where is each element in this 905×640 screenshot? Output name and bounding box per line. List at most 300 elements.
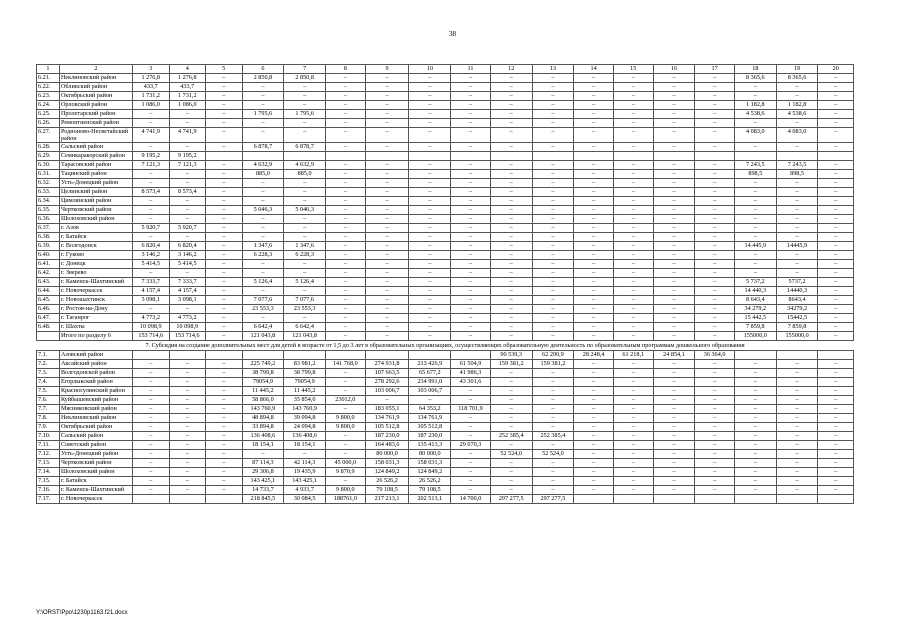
- row-name: г. Волгодонск: [59, 242, 132, 251]
- table-row: [37, 197, 854, 206]
- row-number: 6.40.: [37, 251, 60, 260]
- value-cell: –: [695, 423, 735, 432]
- value-cell: –: [365, 92, 409, 101]
- value-cell: –: [613, 278, 653, 287]
- row-number: 7.10.: [37, 432, 60, 441]
- value-cell: –: [451, 486, 491, 495]
- value-cell: –: [532, 74, 574, 83]
- value-cell: –: [818, 369, 854, 378]
- value-cell: –: [284, 314, 326, 323]
- value-cell: 30 084,5: [284, 495, 326, 504]
- value-cell: –: [574, 128, 614, 143]
- value-cell: 8 643,4: [734, 296, 776, 305]
- value-cell: 79054,9: [242, 378, 284, 387]
- value-cell: 159 381,2: [532, 360, 574, 369]
- value-cell: –: [574, 432, 614, 441]
- value-cell: –: [613, 260, 653, 269]
- value-cell: –: [818, 314, 854, 323]
- value-cell: –: [613, 441, 653, 450]
- budget-table-container: [36, 64, 854, 504]
- value-cell: –: [451, 101, 491, 110]
- row-name: г. Ростов-на-Дону: [59, 305, 132, 314]
- value-cell: –: [451, 269, 491, 278]
- value-cell: –: [409, 287, 451, 296]
- value-cell: –: [132, 179, 169, 188]
- value-cell: 105 512,8: [365, 423, 409, 432]
- value-cell: –: [613, 459, 653, 468]
- value-cell: –: [695, 305, 735, 314]
- value-cell: –: [532, 128, 574, 143]
- row-name: г. Новочеркасск: [59, 287, 132, 296]
- value-cell: –: [613, 251, 653, 260]
- value-cell: –: [574, 170, 614, 179]
- header-cell: 13: [532, 65, 574, 74]
- value-cell: –: [490, 486, 532, 495]
- value-cell: –: [532, 92, 574, 101]
- value-cell: –: [451, 143, 491, 152]
- table-row: [37, 128, 854, 143]
- table-row: [37, 251, 854, 260]
- row-number: 7.8.: [37, 414, 60, 423]
- value-cell: –: [818, 161, 854, 170]
- row-number: 7.5.: [37, 387, 60, 396]
- value-cell: –: [532, 119, 574, 128]
- table-row: [37, 110, 854, 119]
- value-cell: –: [365, 179, 409, 188]
- value-cell: –: [532, 423, 574, 432]
- value-cell: –: [206, 486, 243, 495]
- value-cell: –: [574, 119, 614, 128]
- value-cell: –: [776, 269, 818, 278]
- value-cell: –: [242, 119, 284, 128]
- value-cell: –: [695, 119, 735, 128]
- value-cell: –: [574, 314, 614, 323]
- value-cell: 1 182,8: [734, 101, 776, 110]
- value-cell: –: [695, 278, 735, 287]
- value-cell: –: [242, 179, 284, 188]
- table-row: [37, 486, 854, 495]
- value-cell: –: [451, 119, 491, 128]
- value-cell: 278 292,6: [365, 378, 409, 387]
- value-cell: –: [532, 242, 574, 251]
- budget-table: [36, 64, 854, 504]
- value-cell: –: [490, 269, 532, 278]
- value-cell: 14445,9: [776, 242, 818, 251]
- value-cell: –: [490, 170, 532, 179]
- value-cell: [653, 495, 695, 504]
- value-cell: –: [132, 206, 169, 215]
- value-cell: –: [206, 332, 243, 341]
- value-cell: –: [490, 110, 532, 119]
- value-cell: –: [242, 215, 284, 224]
- value-cell: 3 098,1: [169, 296, 206, 305]
- value-cell: 4 741,9: [169, 128, 206, 143]
- value-cell: –: [613, 369, 653, 378]
- value-cell: –: [613, 477, 653, 486]
- value-cell: 3 146,2: [169, 251, 206, 260]
- value-cell: 90 539,3: [490, 351, 532, 360]
- value-cell: –: [818, 387, 854, 396]
- value-cell: –: [653, 179, 695, 188]
- value-cell: 7 333,7: [132, 278, 169, 287]
- value-cell: –: [574, 92, 614, 101]
- value-cell: 5 920,7: [169, 224, 206, 233]
- value-cell: –: [132, 305, 169, 314]
- value-cell: 1 276,8: [132, 74, 169, 83]
- table-row: [37, 101, 854, 110]
- value-cell: –: [695, 323, 735, 332]
- value-cell: 5 920,7: [132, 224, 169, 233]
- value-cell: –: [206, 459, 243, 468]
- table-row: [37, 477, 854, 486]
- value-cell: 8643,4: [776, 296, 818, 305]
- table-row: [37, 74, 854, 83]
- value-cell: 45 000,0: [326, 459, 366, 468]
- value-cell: –: [490, 459, 532, 468]
- value-cell: –: [532, 405, 574, 414]
- value-cell: 4 933,7: [284, 486, 326, 495]
- row-number: 7.7.: [37, 405, 60, 414]
- value-cell: –: [532, 170, 574, 179]
- value-cell: –: [451, 323, 491, 332]
- value-cell: –: [206, 143, 243, 152]
- value-cell: –: [613, 170, 653, 179]
- table-row: [37, 459, 854, 468]
- value-cell: –: [365, 215, 409, 224]
- value-cell: –: [574, 83, 614, 92]
- value-cell: 61 504,9: [451, 360, 491, 369]
- value-cell: 4 157,4: [169, 287, 206, 296]
- value-cell: [776, 351, 818, 360]
- value-cell: –: [490, 287, 532, 296]
- value-cell: –: [574, 188, 614, 197]
- value-cell: –: [734, 450, 776, 459]
- value-cell: –: [206, 405, 243, 414]
- value-cell: –: [490, 378, 532, 387]
- value-cell: –: [169, 486, 206, 495]
- value-cell: –: [818, 92, 854, 101]
- value-cell: –: [242, 450, 284, 459]
- value-cell: –: [613, 486, 653, 495]
- value-cell: 9 195,2: [132, 152, 169, 161]
- table-row: [37, 369, 854, 378]
- value-cell: –: [365, 278, 409, 287]
- value-cell: 7 077,6: [242, 296, 284, 305]
- value-cell: 5 126,4: [242, 278, 284, 287]
- value-cell: –: [409, 101, 451, 110]
- value-cell: 83 981,2: [284, 360, 326, 369]
- value-cell: –: [574, 224, 614, 233]
- value-cell: –: [284, 179, 326, 188]
- value-cell: 213 426,9: [409, 360, 451, 369]
- value-cell: –: [532, 278, 574, 287]
- value-cell: –: [490, 468, 532, 477]
- value-cell: –: [409, 83, 451, 92]
- value-cell: –: [206, 101, 243, 110]
- value-cell: –: [532, 332, 574, 341]
- value-cell: –: [409, 128, 451, 143]
- row-name: г. Донецк: [59, 260, 132, 269]
- value-cell: 118 701,9: [451, 405, 491, 414]
- value-cell: –: [365, 323, 409, 332]
- value-cell: –: [613, 179, 653, 188]
- table-row: [37, 206, 854, 215]
- value-cell: –: [206, 441, 243, 450]
- value-cell: –: [365, 332, 409, 341]
- value-cell: –: [206, 450, 243, 459]
- value-cell: –: [818, 242, 854, 251]
- table-row: [37, 152, 854, 161]
- value-cell: 80 000,0: [409, 450, 451, 459]
- value-cell: –: [365, 119, 409, 128]
- value-cell: 18 154,1: [284, 441, 326, 450]
- value-cell: –: [326, 143, 366, 152]
- value-cell: –: [132, 459, 169, 468]
- value-cell: –: [653, 332, 695, 341]
- value-cell: 1 731,2: [132, 92, 169, 101]
- value-cell: –: [574, 296, 614, 305]
- value-cell: –: [532, 441, 574, 450]
- value-cell: –: [734, 432, 776, 441]
- value-cell: –: [613, 215, 653, 224]
- row-name: Тарасовский район: [59, 161, 132, 170]
- header-cell: 19: [776, 65, 818, 74]
- value-cell: 23012,0: [326, 396, 366, 405]
- value-cell: –: [695, 332, 735, 341]
- row-number: 7.17.: [37, 495, 60, 504]
- value-cell: 124 849,2: [365, 468, 409, 477]
- value-cell: –: [409, 260, 451, 269]
- value-cell: –: [206, 314, 243, 323]
- value-cell: –: [169, 215, 206, 224]
- value-cell: –: [206, 305, 243, 314]
- value-cell: 18 154,1: [242, 441, 284, 450]
- value-cell: 29 070,3: [451, 441, 491, 450]
- row-name: Егорлыкский район: [59, 378, 132, 387]
- row-number: 7.16.: [37, 486, 60, 495]
- value-cell: 9 870,9: [326, 468, 366, 477]
- value-cell: –: [695, 360, 735, 369]
- value-cell: 26 526,2: [365, 477, 409, 486]
- value-cell: 217 213,1: [365, 495, 409, 504]
- value-cell: –: [776, 441, 818, 450]
- value-cell: –: [132, 233, 169, 242]
- value-cell: 141 768,0: [326, 360, 366, 369]
- row-name: Советский район: [59, 441, 132, 450]
- value-cell: –: [653, 233, 695, 242]
- value-cell: –: [776, 459, 818, 468]
- value-cell: 6 878,7: [284, 143, 326, 152]
- value-cell: –: [490, 323, 532, 332]
- table-row: [37, 287, 854, 296]
- value-cell: –: [818, 170, 854, 179]
- row-number: 6.46.: [37, 305, 60, 314]
- value-cell: –: [818, 414, 854, 423]
- value-cell: 14 733,7: [242, 486, 284, 495]
- value-cell: –: [169, 233, 206, 242]
- value-cell: –: [451, 477, 491, 486]
- value-cell: 87 114,3: [242, 459, 284, 468]
- row-name: Ремонтненский район: [59, 119, 132, 128]
- value-cell: 36 364,0: [695, 351, 735, 360]
- row-name: Итого по разделу 6: [59, 332, 132, 341]
- value-cell: –: [326, 314, 366, 323]
- value-cell: –: [132, 468, 169, 477]
- value-cell: –: [695, 405, 735, 414]
- value-cell: –: [695, 459, 735, 468]
- value-cell: –: [734, 486, 776, 495]
- value-cell: 62 290,9: [532, 351, 574, 360]
- value-cell: –: [613, 396, 653, 405]
- row-number: 7.3.: [37, 369, 60, 378]
- value-cell: 38 799,8: [284, 369, 326, 378]
- row-name: Чертковский район: [59, 206, 132, 215]
- value-cell: –: [574, 423, 614, 432]
- table-row: [37, 423, 854, 432]
- value-cell: –: [532, 477, 574, 486]
- value-cell: –: [695, 233, 735, 242]
- value-cell: –: [695, 188, 735, 197]
- value-cell: –: [365, 83, 409, 92]
- value-cell: –: [653, 432, 695, 441]
- value-cell: 885,0: [284, 170, 326, 179]
- value-cell: –: [206, 269, 243, 278]
- value-cell: [409, 351, 451, 360]
- value-cell: –: [490, 369, 532, 378]
- value-cell: –: [532, 314, 574, 323]
- value-cell: –: [490, 332, 532, 341]
- row-number: 7.15.: [37, 477, 60, 486]
- value-cell: –: [532, 414, 574, 423]
- value-cell: –: [409, 296, 451, 305]
- value-cell: –: [132, 432, 169, 441]
- row-name: г. Батайск: [59, 233, 132, 242]
- value-cell: 107 663,5: [365, 369, 409, 378]
- value-cell: 7 859,8: [776, 323, 818, 332]
- value-cell: 38 799,8: [242, 369, 284, 378]
- value-cell: –: [326, 450, 366, 459]
- value-cell: –: [132, 396, 169, 405]
- value-cell: –: [532, 369, 574, 378]
- value-cell: –: [653, 378, 695, 387]
- value-cell: 14 440,3: [734, 287, 776, 296]
- value-cell: –: [574, 251, 614, 260]
- value-cell: 136 408,6: [284, 432, 326, 441]
- value-cell: –: [284, 101, 326, 110]
- value-cell: [284, 152, 326, 161]
- value-cell: –: [132, 378, 169, 387]
- table-row: [37, 260, 854, 269]
- row-number: 6.28.: [37, 143, 60, 152]
- value-cell: –: [653, 369, 695, 378]
- value-cell: 19 435,9: [284, 468, 326, 477]
- value-cell: 7 121,3: [132, 161, 169, 170]
- row-name: Усть-Донецкий район: [59, 179, 132, 188]
- table-row: [37, 188, 854, 197]
- value-cell: –: [242, 224, 284, 233]
- value-cell: –: [490, 161, 532, 170]
- value-cell: –: [818, 83, 854, 92]
- value-cell: –: [365, 305, 409, 314]
- value-cell: –: [365, 251, 409, 260]
- value-cell: –: [490, 206, 532, 215]
- value-cell: –: [409, 119, 451, 128]
- value-cell: –: [653, 287, 695, 296]
- value-cell: –: [326, 296, 366, 305]
- value-cell: –: [613, 287, 653, 296]
- value-cell: –: [653, 468, 695, 477]
- value-cell: 103 006,7: [409, 387, 451, 396]
- row-number: 6.38.: [37, 233, 60, 242]
- value-cell: [169, 495, 206, 504]
- value-cell: 158 031,3: [409, 459, 451, 468]
- value-cell: –: [206, 188, 243, 197]
- value-cell: –: [776, 233, 818, 242]
- value-cell: –: [613, 414, 653, 423]
- value-cell: –: [365, 161, 409, 170]
- value-cell: –: [490, 215, 532, 224]
- value-cell: –: [532, 387, 574, 396]
- value-cell: –: [695, 369, 735, 378]
- value-cell: –: [451, 224, 491, 233]
- value-cell: –: [734, 269, 776, 278]
- value-cell: [818, 495, 854, 504]
- value-cell: –: [132, 360, 169, 369]
- value-cell: –: [695, 260, 735, 269]
- value-cell: –: [409, 74, 451, 83]
- value-cell: –: [532, 378, 574, 387]
- value-cell: –: [206, 414, 243, 423]
- value-cell: –: [613, 269, 653, 278]
- header-cell: 4: [169, 65, 206, 74]
- value-cell: 136 408,6: [242, 432, 284, 441]
- value-cell: –: [490, 197, 532, 206]
- row-number: 6.42.: [37, 269, 60, 278]
- value-cell: –: [574, 477, 614, 486]
- table-row: [37, 323, 854, 332]
- header-cell: 3: [132, 65, 169, 74]
- value-cell: –: [242, 287, 284, 296]
- value-cell: –: [818, 405, 854, 414]
- value-cell: –: [284, 269, 326, 278]
- value-cell: 6 642,4: [284, 323, 326, 332]
- value-cell: –: [734, 179, 776, 188]
- value-cell: –: [574, 405, 614, 414]
- value-cell: –: [653, 305, 695, 314]
- value-cell: –: [653, 477, 695, 486]
- value-cell: –: [818, 287, 854, 296]
- value-cell: –: [490, 305, 532, 314]
- value-cell: –: [242, 197, 284, 206]
- table-row: [37, 450, 854, 459]
- value-cell: –: [776, 360, 818, 369]
- row-number: 6.23.: [37, 92, 60, 101]
- value-cell: 164 483,6: [365, 441, 409, 450]
- value-cell: –: [206, 128, 243, 143]
- row-name: Шолоховский район: [59, 215, 132, 224]
- value-cell: [490, 152, 532, 161]
- value-cell: –: [734, 92, 776, 101]
- header-cell: 11: [451, 65, 491, 74]
- value-cell: –: [490, 387, 532, 396]
- value-cell: [242, 351, 284, 360]
- value-cell: –: [776, 369, 818, 378]
- value-cell: –: [206, 378, 243, 387]
- value-cell: –: [776, 83, 818, 92]
- value-cell: –: [613, 188, 653, 197]
- value-cell: –: [490, 101, 532, 110]
- value-cell: –: [695, 314, 735, 323]
